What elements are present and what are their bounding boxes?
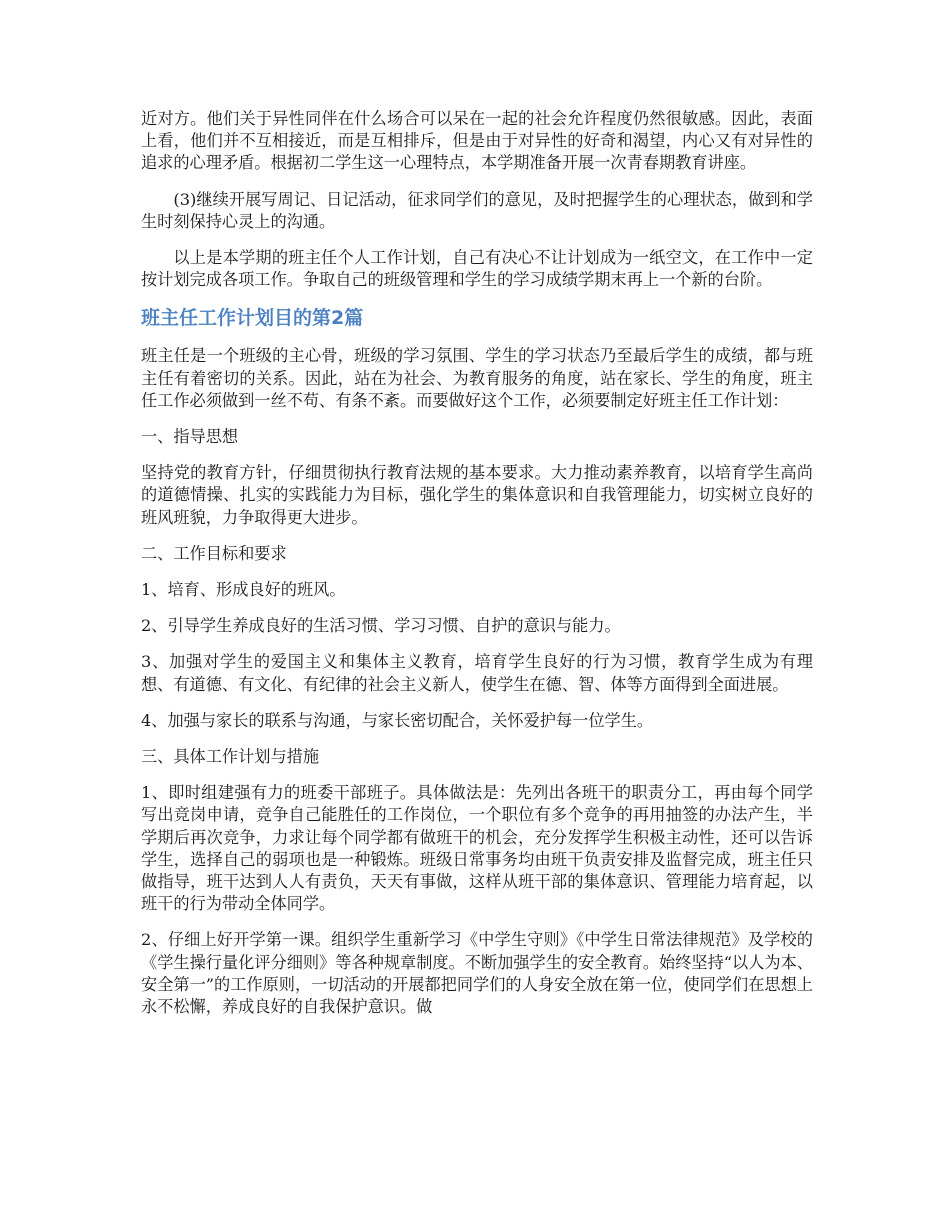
section-heading: 班主任工作计划目的第2篇 xyxy=(141,307,364,330)
list-item-goal-3: 3、加强对学生的爱国主义和集体主义教育，培育学生良好的行为习惯，教育学生成为有理想、有道德、有文化、有纪律的社会主义新人，使学生在德、智、体等方面得到全面进展。 xyxy=(141,652,813,694)
list-item-measure-1: 1、即时组建强有力的班委干部班子。具体做法是：先列出各班干的职责分工，再由每个同学写出竞岗申请，竞争自己能胜任的工作岗位，一个职位有多个竞争的再用抽签的办法产生，半学期后再次竞争，力求让每个同学都有做班干的机会，充分发挥学生积极主动性，还可以告诉学生，选择自己的弱项也是一种锻炼。班级日常事务均由班干负责安排及监督完成，班主任只做指导，班干达到人人有责负，天天有事做，这样从班干部的集体意识、管理能力培育起，以班干的行为带动全体同学。 xyxy=(141,783,813,914)
subheading-goals: 二、工作目标和要求 xyxy=(141,543,287,563)
document-page xyxy=(141,108,813,1032)
paragraph-guiding-thought: 坚持党的教育方针，仔细贯彻执行教育法规的基本要求。大力推动素养教育，以培育学生高尚的道德情操、扎实的实践能力为目标，强化学生的集体意识和自我管理能力，切实树立良好的班风班貌，力争取得更大进步。 xyxy=(141,463,813,527)
subheading-measures: 三、具体工作计划与措施 xyxy=(141,747,320,767)
list-item-goal-2: 2、引导学生养成良好的生活习惯、学习习惯、自护的意识与能力。 xyxy=(141,616,621,636)
list-item-goal-4: 4、加强与家长的联系与沟通，与家长密切配合，关怀爱护每一位学生。 xyxy=(141,710,654,730)
paragraph-item-3: (3)继续开展写周记、日记活动，征求同学们的意见，及时把握学生的心理状态，做到和学生时刻保持心灵上的沟通。 xyxy=(141,189,813,231)
paragraph-continuation: 近对方。他们关于异性同伴在什么场合可以呆在一起的社会允许程度仍然很敏感。因此，表面上看，他们并不互相接近，而是互相排斥，但是由于对异性的好奇和渴望，内心又有对异性的追求的心理矛盾。根据初二学生这一心理特点，本学期准备开展一次青春期教育讲座。 xyxy=(141,109,813,173)
paragraph-conclusion: 以上是本学期的班主任个人工作计划，自己有决心不让计划成为一纸空文，在工作中一定按计划完成各项工作。争取自己的班级管理和学生的学习成绩学期末再上一个新的台阶。 xyxy=(141,248,813,290)
paragraph-intro: 班主任是一个班级的主心骨，班级的学习氛围、学生的学习状态乃至最后学生的成绩，都与班主任有着密切的关系。因此，站在为社会、为教育服务的角度，站在家长、学生的角度，班主任工作必须做到一丝不苟、有条不紊。而要做好这个工作，必须要制定好班主任工作计划： xyxy=(141,346,813,410)
list-item-measure-2: 2、仔细上好开学第一课。组织学生重新学习《中学生守则》《中学生日常法律规范》及学校的《学生操行量化评分细则》等各种规章制度。不断加强学生的安全教育。始终坚持“以人为本、安全第一”的工作原则，一切活动的开展都把同学们的人身安全放在第一位，使同学们在思想上永不松懈，养成良好的自我保护意识。做 xyxy=(141,930,813,1017)
list-item-goal-1: 1、培育、形成良好的班风。 xyxy=(141,580,346,600)
subheading-guiding-thought: 一、指导思想 xyxy=(141,427,239,447)
